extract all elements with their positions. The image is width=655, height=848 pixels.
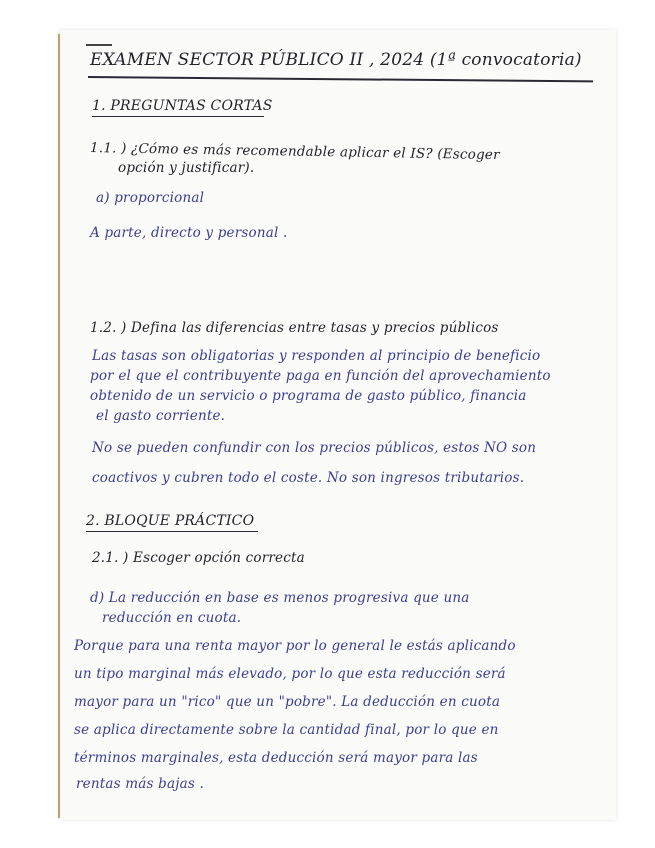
answer-2-1-line-5: términos marginales, esta deducción será mayor para las [74,750,478,766]
answer-1-2-p1-line-3: obtenido de un servicio o programa de gasto público, financia [90,388,527,404]
question-1-1-line-1: 1.1. ) ¿Cómo es más recomendable aplicar el IS? (Escoger [89,140,500,164]
answer-1-1-option: a) proporcional [96,190,205,206]
answer-2-1-option-line-2: reducción en cuota. [102,610,242,626]
answer-1-2-p2-line-2: coactivos y cubren todo el coste. No son ingresos tributarios. [92,470,525,486]
answer-2-1-line-4: se aplica directamente sobre la cantidad final, por lo que en [74,722,499,738]
answer-2-1-line-3: mayor para un "rico" que un "pobre". La deducción en cuota [74,694,501,710]
exam-sheet [60,30,616,820]
answer-1-2-p1-line-2: por el que el contribuyente paga en función del aprovechamiento [90,368,551,384]
section-1-underline [92,116,264,117]
section-2-underline [86,531,258,532]
section-2-heading: 2. BLOQUE PRÁCTICO [86,513,255,529]
answer-1-2-p1-line-4: el gasto corriente. [96,408,226,424]
title-underline [88,76,593,82]
pen-stroke [86,44,112,46]
answer-2-1-line-6: rentas más bajas . [76,776,204,792]
answer-1-2-p2-line-1: No se pueden confundir con los precios públicos, estos NO son [92,440,537,456]
question-1-1-line-2: opción y justificar). [118,160,255,176]
answer-2-1-option-line-1: d) La reducción en base es menos progresiva que una [90,590,470,606]
section-1-heading: 1. PREGUNTAS CORTAS [92,98,273,114]
exam-title: EXAMEN SECTOR PÚBLICO II , 2024 (1ª convocatoria) [90,50,582,70]
answer-2-1-line-1: Porque para una renta mayor por lo general le estás aplicando [74,638,516,654]
answer-1-1-justification: A parte, directo y personal . [90,225,288,241]
answer-1-2-p1-line-1: Las tasas son obligatorias y responden al principio de beneficio [92,348,541,364]
question-2-1: 2.1. ) Escoger opción correcta [92,550,305,566]
question-1-2: 1.2. ) Defina las diferencias entre tasas y precios públicos [90,320,499,336]
answer-2-1-line-2: un tipo marginal más elevado, por lo que esta reducción será [74,666,506,682]
